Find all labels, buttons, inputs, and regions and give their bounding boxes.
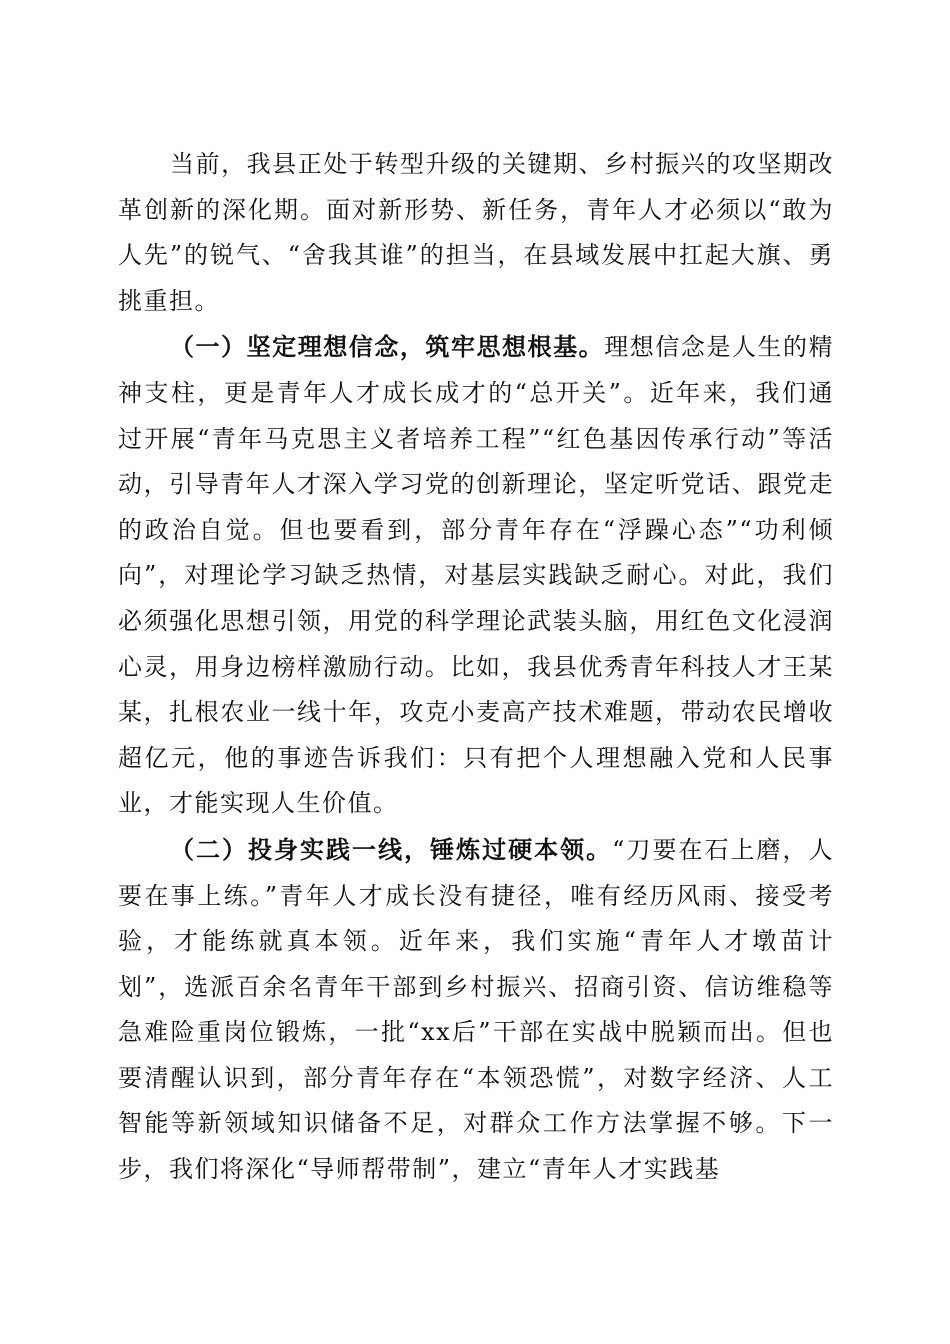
document-page (118, 142, 834, 1193)
intro-paragraph (118, 142, 834, 324)
section-two-heading: （二）投身实践一线，锤炼过硬本领。 (170, 834, 613, 864)
section-one-heading: （一）坚定理想信念，筑牢思想根基。 (170, 332, 605, 362)
intro-paragraph-text: 当前，我县正处于转型升级的关键期、乡村振兴的攻坚期改革创新的深化期。面对新形势、新任务，青年人才必须以“敢为人先”的锐气、“舍我其谁”的担当，在县域发展中扛起大旗、勇挑重担。 (118, 150, 834, 315)
section-two-paragraph (118, 827, 834, 1193)
section-one-paragraph (118, 324, 834, 827)
section-one-text: 理想信念是人生的精神支柱，更是青年人才成长成才的“总开关”。近年来，我们通过开展“青年马克思主义者培养工程”“红色基因传承行动”等活动，引导青年人才深入学习党的创新理论，坚定听党话、跟党走的政治自觉。但也要看到，部分青年存在“浮躁心态”“功利倾向”，对理论学习缺乏热情，对基层实践缺乏耐心。对此，我们必须强化思想引领，用党的科学理论武装头脑，用红色文化浸润心灵，用身边榜样激励行动。比如，我县优秀青年科技人才王某某，扎根农业一线十年，攻克小麦高产技术难题，带动农民增收超亿元，他的事迹告诉我们：只有把个人理想融入党和人民事业，才能实现人生价值。 (118, 333, 835, 818)
section-two-text: “刀要在石上磨，人要在事上练。”青年人才成长没有捷径，唯有经历风雨、接受考验，才能练就真本领。近年来，我们实施“青年人才墩苗计划”，选派百余名青年干部到乡村振兴、招商引资、信访维稳等急难险重岗位锻炼，一批“xx后”干部在实战中脱颖而出。但也要清醒认识到，部分青年存在“本领恐慌”，对数字经济、人工智能等新领域知识储备不足，对群众工作方法掌握不够。下一步，我们将深化“导师帮带制”，建立“青年人才实践基 (118, 835, 834, 1184)
